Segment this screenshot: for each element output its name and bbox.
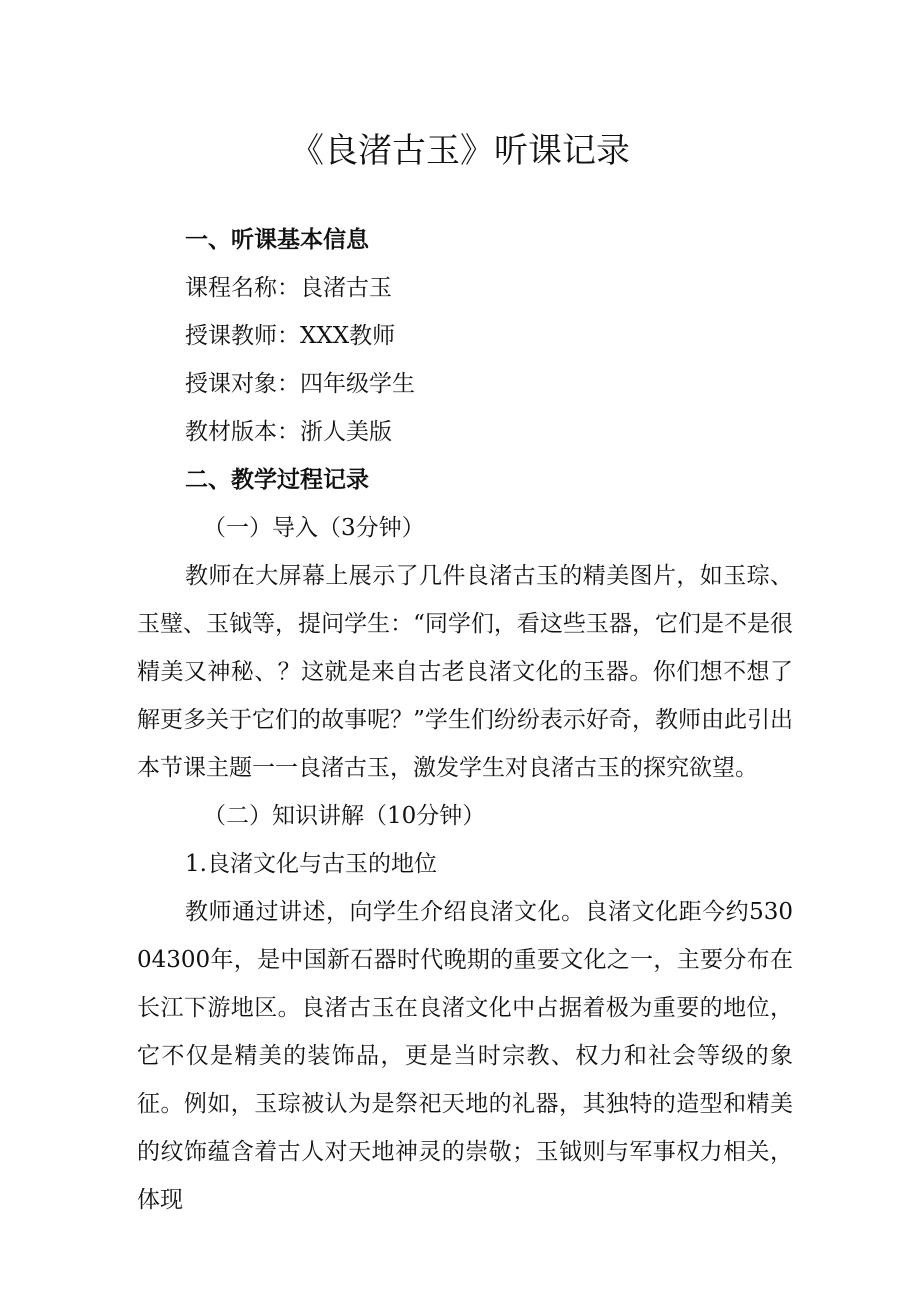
- textbook-line: 教材版本：浙人美版: [185, 419, 392, 445]
- document-body: [137, 216, 793, 1224]
- teacher-line: 授课教师：XXX教师: [185, 323, 396, 349]
- section-heading-teaching-process: 二、教学过程记录: [185, 466, 369, 493]
- subsection-heading-introduction: （一）导入（3分钟）: [203, 515, 425, 541]
- audience-line: 授课对象：四年级学生: [185, 371, 415, 397]
- subsection-heading-knowledge: （二）知识讲解（10分钟）: [203, 803, 486, 829]
- document-title: 《良渚古玉》听课记录: [290, 131, 630, 171]
- introduction-paragraph: 教师在大屏幕上展示了几件良渚古玉的精美图片，如玉琮、玉璧、玉钺等，提问学生：“同学们，看这些玉器，它们是不是很精美又神秘、？这就是来自古老良渚文化的玉器。你们想不想了解更多关于它们的故事呢？”学生们纷纷表示好奇，教师由此引出本节课主题一一良渚古玉，激发学生对良渚古玉的探究欲望。: [137, 563, 793, 781]
- section-heading-basic-info: 一、听课基本信息: [185, 226, 369, 253]
- item-heading-culture-status: 1.良渚文化与古玉的地位: [185, 851, 437, 877]
- culture-status-paragraph: 教师通过讲述，向学生介绍良渚文化。良渚文化距今约53004300年，是中国新石器时代晚期的重要文化之一，主要分布在长江下游地区。良渚古玉在良渚文化中占据着极为重要的地位，它不仅是精美的装饰品，更是当时宗教、权力和社会等级的象征。例如，玉琮被认为是祭祀天地的礼器，其独特的造型和精美的纹饰蕴含着古人对天地神灵的崇敬；玉钺则与军事权力相关，体现: [137, 899, 793, 1213]
- course-name-line: 课程名称：良渚古玉: [185, 275, 392, 301]
